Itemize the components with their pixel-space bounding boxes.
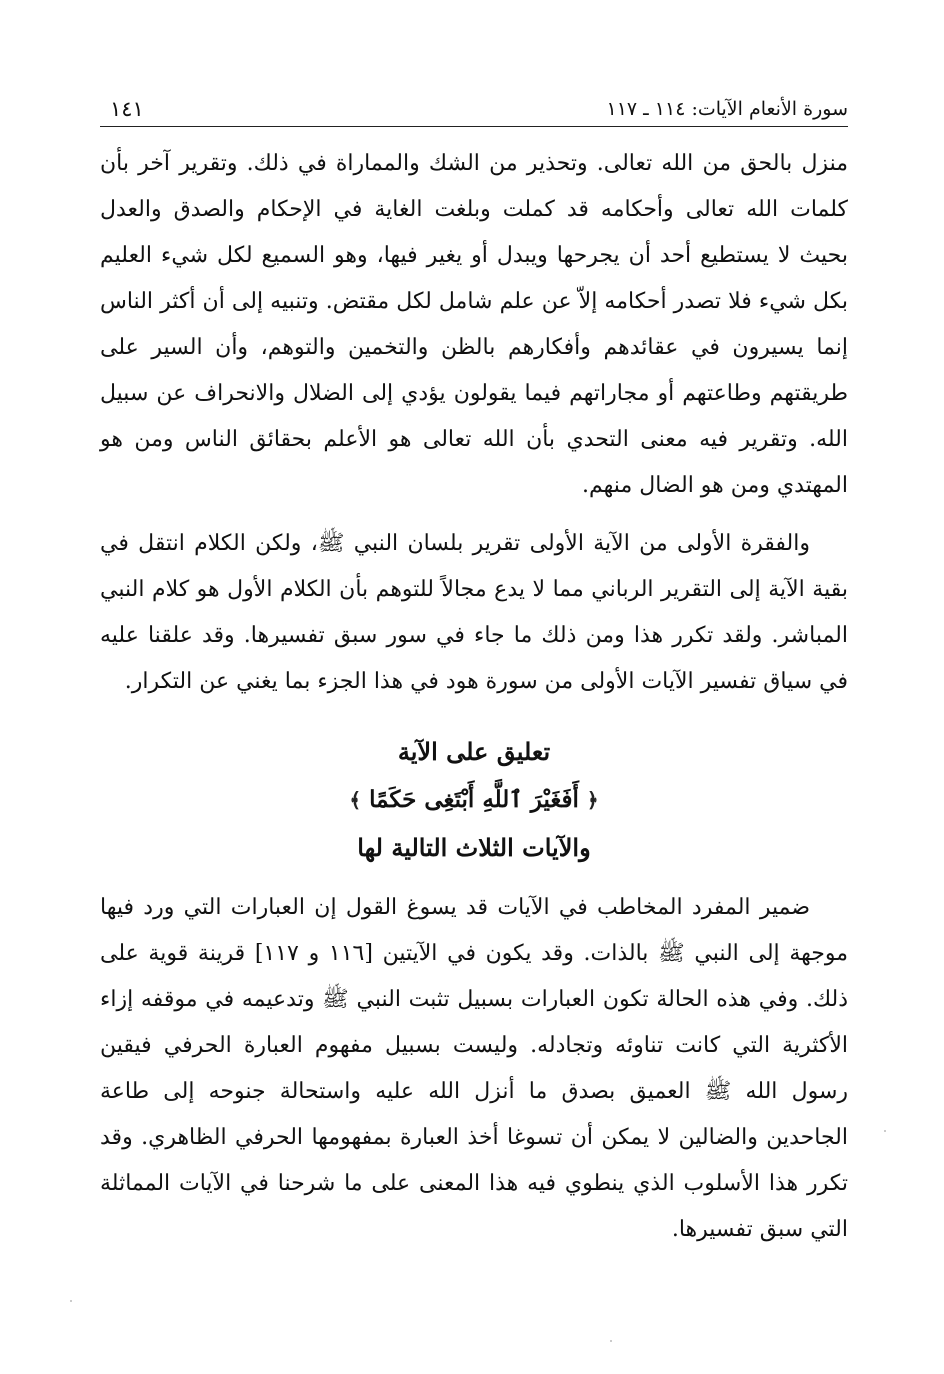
- scan-speck: [884, 1130, 886, 1132]
- section-heading: تعليق على الآية: [397, 737, 551, 766]
- verse-close-bracket: ﴾: [349, 788, 362, 812]
- paragraph-commentary: ضمير المفرد المخاطب في الآيات قد يسوغ القول إن العبارات التي ورد فيها موجهة إلى النبي ﷺ بالذات. وقد يكون في الآيتين [١١٦ و ١١٧] قرينة قوية على ذلك. وفي هذه الحالة تكون العبارات بسبيل تثبت النبي ﷺ وتدعيمه في موقفه إزاء الأكثرية التي كانت تناوئه وتجادله. وليست بسبيل مفهوم العبارة الحرفي فيقين رسول الله ﷺ العميق بصدق ما أنزل الله عليه واستحالة جنوحه إلى طاعة الجاحدين والضالين لا يمكن أن تسوغا أخذ العبارة بمفهومها الحرفي الظاهري. وقد تكرر هذا الأسلوب الذي ينطوي فيه هذا المعنى على ما شرحنا في الآيات المماثلة التي سبق تفسيرها.: [100, 895, 849, 1242]
- book-page: [100, 88, 848, 1253]
- verse-text: أَفَغَيْرَ ٱللَّهِ أَبْتَغِى حَكَمًا: [369, 786, 579, 813]
- paragraph-first-clause: والفقرة الأولى من الآية الأولى تقرير بلسان النبي ﷺ، ولكن الكلام انتقل في بقية الآية إلى التقرير الرباني مما لا يدع مجالاً للتوهم بأن الكلام الأول هو كلام النبي المباشر. ولقد تكرر هذا ومن ذلك ما جاء في سور سبق تفسيرها. وقد علقنا عليه في سياق تفسير الآيات الأولى من سورة هود في هذا الجزء بما يغني عن التكرار.: [100, 531, 848, 694]
- section-subheading: والآيات الثلاث التالية لها: [357, 833, 591, 862]
- verse-open-bracket: ﴿: [586, 788, 599, 812]
- quoted-verse: [100, 777, 848, 823]
- section-heading-block: [100, 727, 848, 873]
- scan-speck: [70, 1300, 72, 1302]
- page-number: ١٤١: [110, 97, 144, 121]
- running-header: [100, 88, 848, 127]
- chapter-title: سورة الأنعام الآيات: ١١٤ ـ ١١٧: [606, 98, 848, 120]
- paragraph-continuation: منزل بالحق من الله تعالى. وتحذير من الشك والمماراة في ذلك. وتقرير آخر بأن كلمات الله تعالى وأحكامه قد كملت وبلغت الغاية في الإحكام والصدق والعدل بحيث لا يستطيع أحد أن يجرحها ويبدل أو يغير فيها، وهو السميع لكل شيء العليم بكل شيء فلا تصدر أحكامه إلاّ عن علم شامل لكل مقتض. وتنبيه إلى أن أكثر الناس إنما يسيرون في عقائدهم وأفكارهم بالظن والتخمين والتوهم، وأن السير على طريقتهم وطاعتهم أو مجاراتهم فيما يقولون يؤدي إلى الضلال والانحراف عن سبيل الله. وتقرير فيه معنى التحدي بأن الله تعالى هو الأعلم بحقائق الناس ومن هو المهتدي ومن هو الضال منهم.: [100, 151, 848, 498]
- scan-speck: [610, 1340, 612, 1342]
